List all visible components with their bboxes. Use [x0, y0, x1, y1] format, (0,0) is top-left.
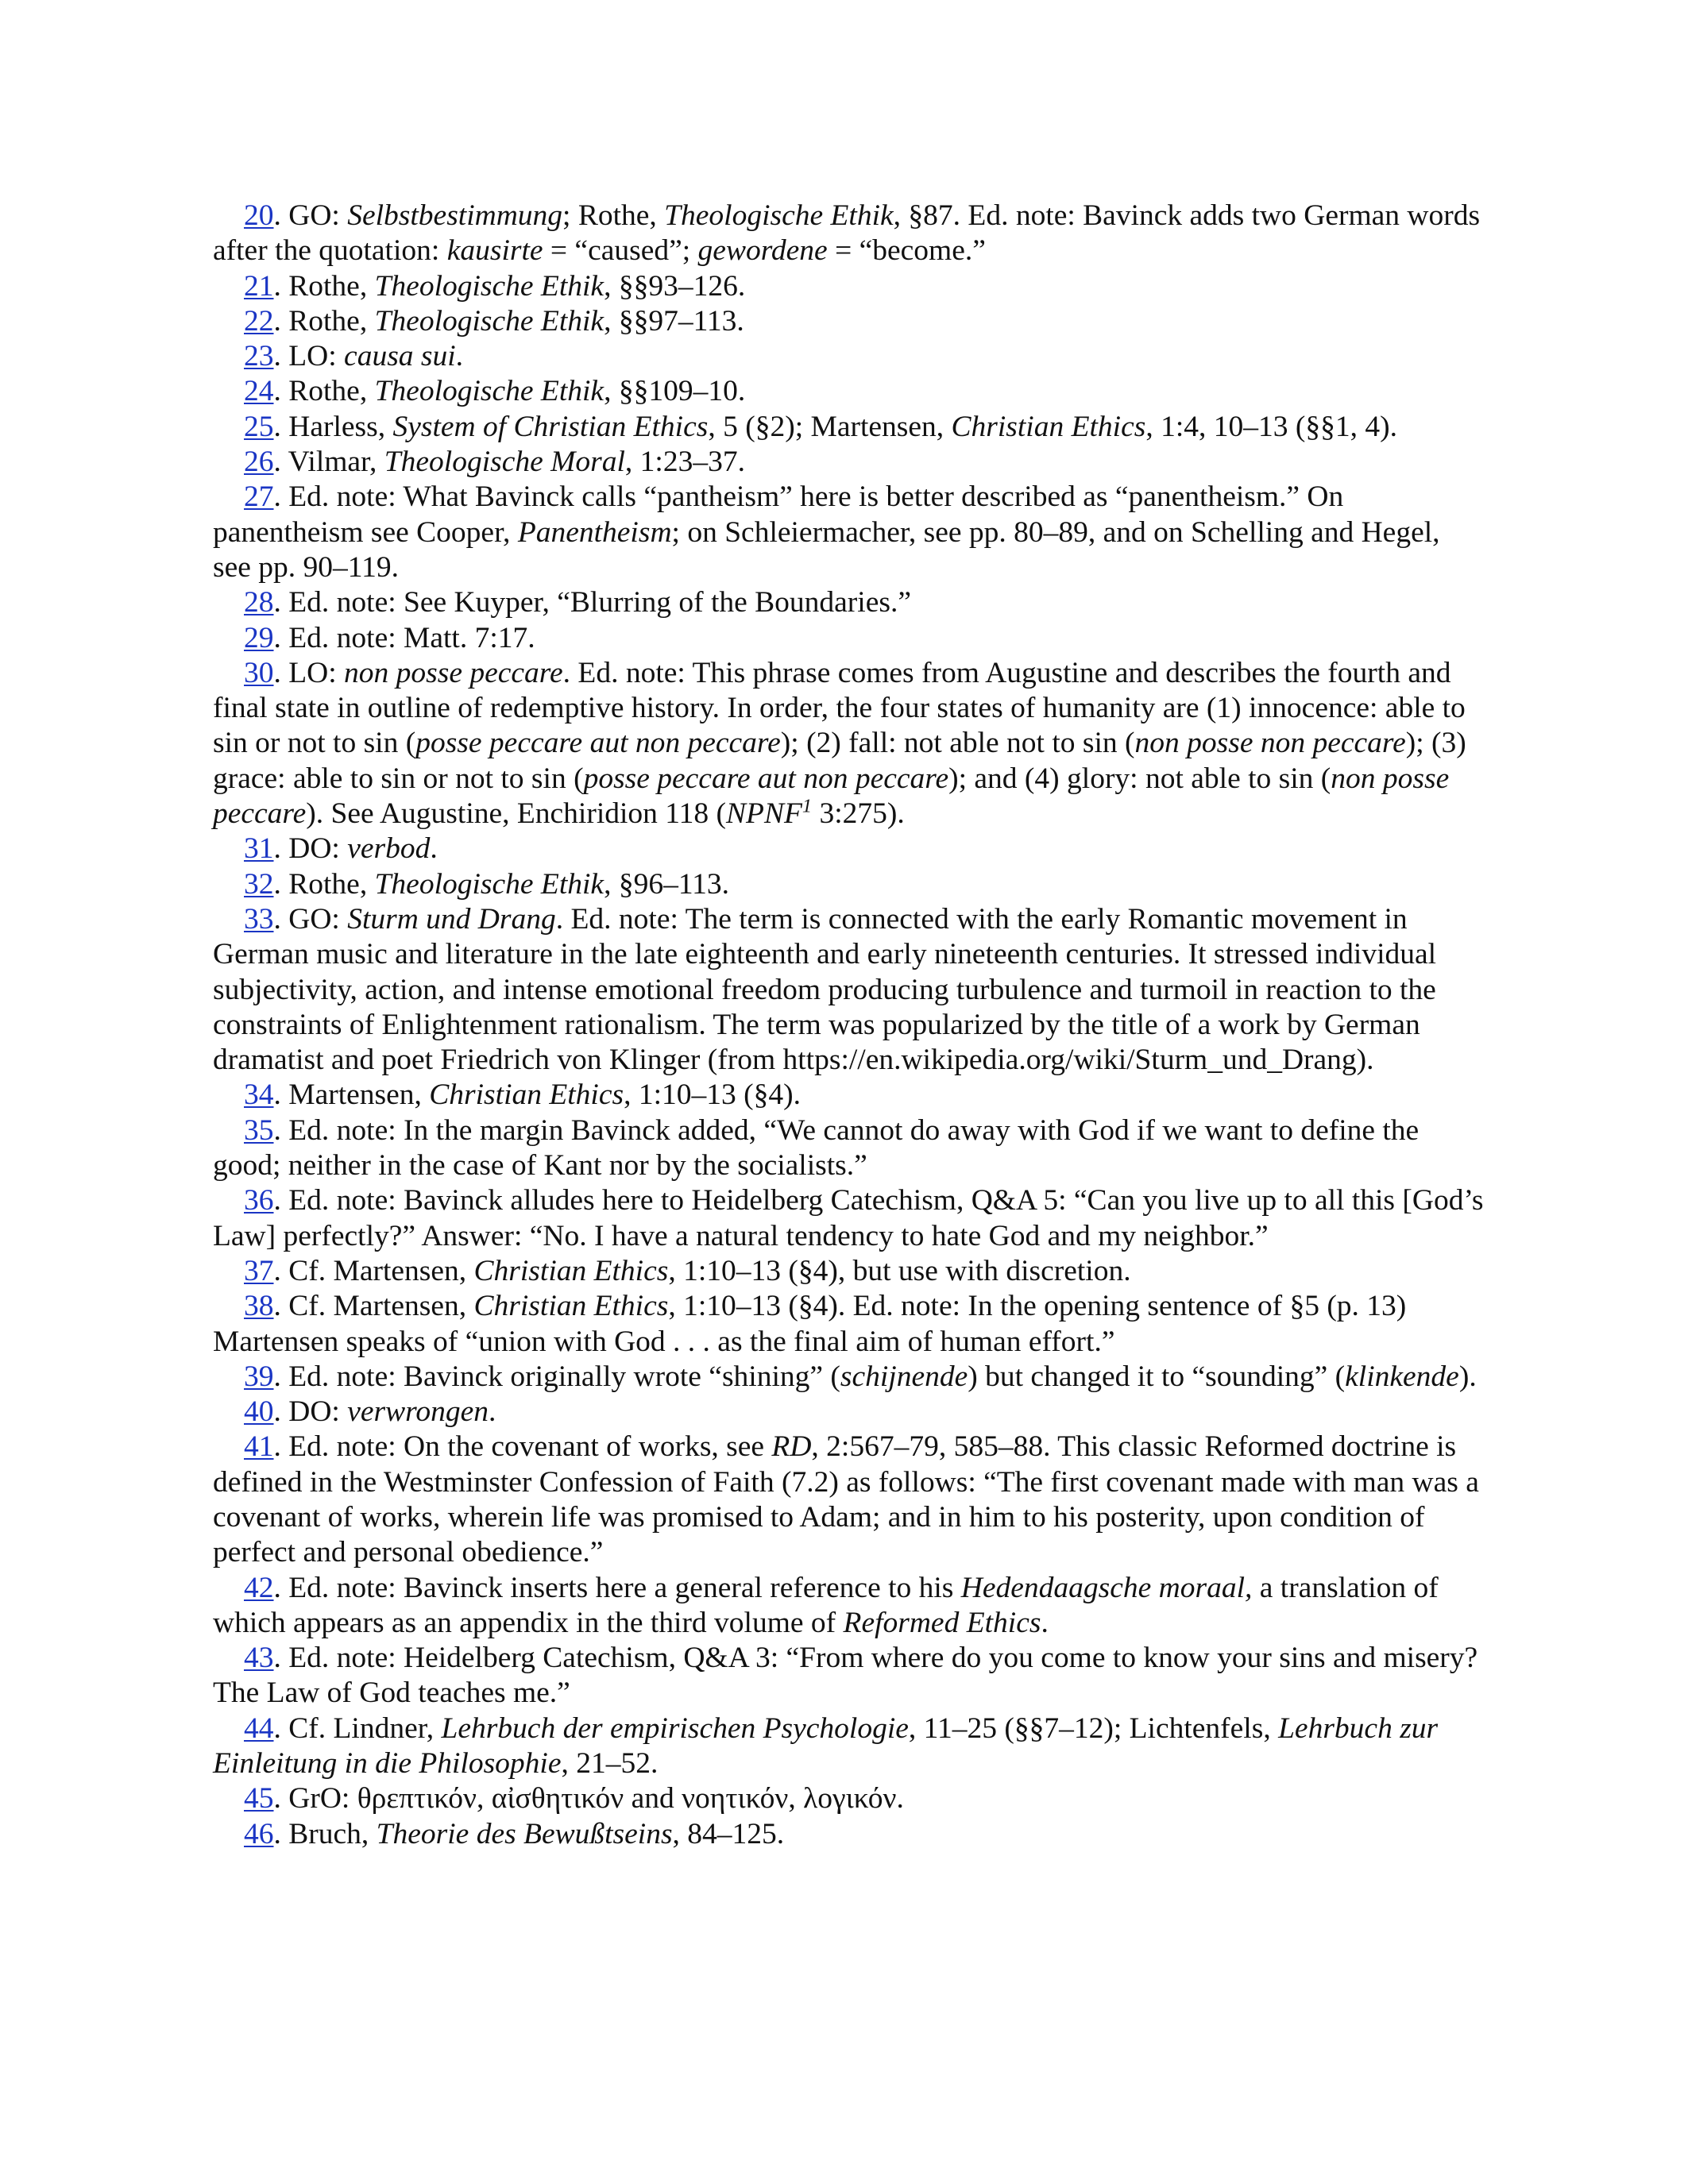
footnote-37-text: , 1:10–13 (§4), but use with discretion. — [668, 1254, 1131, 1287]
footnote-31-backlink[interactable]: 31 — [244, 832, 274, 866]
footnote-30-text: ). See Augustine, Enchiridion 118 ( — [306, 797, 727, 831]
footnote-42-text: . — [1041, 1606, 1049, 1639]
footnote-39-text: klinkende — [1345, 1360, 1459, 1393]
footnote-41-text: RD — [771, 1430, 812, 1464]
footnote-34-text: , 1:10–13 (§4). — [624, 1078, 801, 1112]
footnote-27-text: . Ed. note: What Bavinck calls “pantheism” here is better described as “panentheism.” On panentheism see Cooper, — [213, 480, 1344, 549]
footnote-32-text: . Rothe, — [273, 867, 375, 901]
footnote-44-backlink[interactable]: 44 — [244, 1711, 274, 1745]
footnotes-list — [213, 199, 1484, 1852]
footnote-20-text: . GO: — [273, 199, 348, 232]
footnote-25-text: , 1:4, 10–13 (§§1, 4). — [1145, 410, 1397, 443]
footnote-43-text: . Ed. note: Heidelberg Catechism, Q&A 3: “From where do you come to know your sins and misery? The Law of God teaches me.” — [213, 1642, 1478, 1710]
footnote-33-text: Sturm und Drang — [347, 902, 556, 936]
footnote-27-backlink[interactable]: 27 — [244, 480, 274, 514]
footnote-40 — [213, 1395, 1484, 1430]
footnote-33-backlink[interactable]: 33 — [244, 902, 274, 936]
footnote-22-text: Theologische Ethik — [374, 304, 605, 338]
footnote-39 — [213, 1360, 1484, 1395]
footnote-44 — [213, 1711, 1484, 1782]
footnote-38-backlink[interactable]: 38 — [244, 1290, 274, 1323]
footnote-30-text: non posse non peccare — [1134, 727, 1406, 760]
footnote-37-text: . Cf. Martensen, — [273, 1254, 474, 1287]
footnote-23-text: causa sui — [344, 340, 456, 373]
footnote-25-text: Christian Ethics — [951, 410, 1146, 443]
footnote-39-backlink[interactable]: 39 — [244, 1360, 274, 1393]
footnote-21-text: . Rothe, — [273, 269, 375, 303]
footnote-22-text: . Rothe, — [273, 304, 375, 338]
footnote-30 — [213, 656, 1484, 832]
footnote-39-text: ) but changed it to “sounding” ( — [968, 1360, 1346, 1393]
footnote-39-text: schijnende — [840, 1360, 968, 1393]
footnote-32 — [213, 867, 1484, 902]
footnote-30-text: ); and (4) glory: not able to sin ( — [948, 762, 1331, 795]
footnote-46-text: , 84–125. — [672, 1817, 785, 1850]
footnote-20-text: = “caused”; — [543, 234, 698, 268]
footnote-20-text: Selbstbestimmung — [347, 199, 563, 232]
footnote-40-text: . DO: — [273, 1395, 348, 1429]
footnote-25-text: System of Christian Ethics — [392, 410, 709, 443]
footnote-30-text: non posse peccare — [344, 656, 563, 689]
footnote-27-text: Panentheism — [517, 515, 672, 549]
footnote-28-backlink[interactable]: 28 — [244, 586, 274, 619]
footnote-23 — [213, 339, 1484, 374]
footnote-24-text: Theologische Ethik — [374, 375, 605, 408]
footnote-41-backlink[interactable]: 41 — [244, 1430, 274, 1464]
footnote-33-text: . GO: — [273, 902, 348, 936]
footnote-40-text: . — [488, 1395, 496, 1429]
footnote-20 — [213, 199, 1484, 269]
footnote-43 — [213, 1641, 1484, 1711]
footnote-42-text: . Ed. note: Bavinck inserts here a general reference to his — [273, 1571, 961, 1604]
footnote-24 — [213, 374, 1484, 409]
footnote-25 — [213, 410, 1484, 445]
footnote-30-text: ); (2) fall: not able not to sin ( — [780, 727, 1135, 760]
footnote-21-text: , §§93–126. — [604, 269, 746, 303]
footnote-20-text: kausirte — [446, 234, 543, 268]
footnote-46 — [213, 1817, 1484, 1852]
footnote-28-text: . Ed. note: See Kuyper, “Blurring of the Boundaries.” — [273, 586, 911, 619]
footnote-41 — [213, 1430, 1484, 1570]
footnote-28 — [213, 585, 1484, 620]
footnote-30-text: 1 — [802, 795, 813, 817]
footnote-24-backlink[interactable]: 24 — [244, 375, 274, 408]
footnote-30-text: posse peccare aut non peccare — [583, 762, 949, 795]
footnote-34-text: . Martensen, — [273, 1078, 430, 1112]
footnote-40-text: verwrongen — [347, 1395, 489, 1429]
footnote-24-text: . Rothe, — [273, 375, 375, 408]
footnote-38-text: Christian Ethics — [473, 1290, 669, 1323]
footnote-35 — [213, 1113, 1484, 1184]
footnote-31 — [213, 832, 1484, 866]
footnote-40-backlink[interactable]: 40 — [244, 1395, 274, 1429]
footnote-30-text: NPNF — [726, 797, 802, 831]
footnote-38 — [213, 1289, 1484, 1360]
footnote-31-text: . DO: — [273, 832, 348, 866]
footnote-42-text: a translation of which appears as an appendix in the third volume of — [213, 1571, 1439, 1639]
footnote-29-backlink[interactable]: 29 — [244, 621, 274, 654]
footnote-37-text: Christian Ethics — [473, 1254, 669, 1287]
footnote-26-text: . Vilmar, — [273, 446, 384, 479]
footnote-31-text: verbod — [347, 832, 431, 866]
footnote-27-text: ; on Schleiermacher, see pp. 80–89, and on Schelling and Hegel, see pp. 90–119. — [213, 515, 1440, 584]
footnote-43-backlink[interactable]: 43 — [244, 1642, 274, 1675]
footnote-44-text: Lehrbuch der empirischen Psychologie — [441, 1711, 909, 1745]
footnote-26 — [213, 445, 1484, 480]
footnote-38-text: . Cf. Martensen, — [273, 1290, 474, 1323]
footnote-36 — [213, 1183, 1484, 1254]
footnote-20-text: ; Rothe, — [562, 199, 665, 232]
footnote-31-text: . — [430, 832, 438, 866]
footnote-30-text: 3:275). — [812, 797, 905, 831]
footnote-32-backlink[interactable]: 32 — [244, 867, 274, 901]
footnote-42 — [213, 1571, 1484, 1642]
footnote-34 — [213, 1078, 1484, 1113]
footnote-46-backlink[interactable]: 46 — [244, 1817, 274, 1850]
footnote-30-text: ); (3) grace: able to sin or not to sin ( — [213, 727, 1466, 795]
footnote-21-text: Theologische Ethik — [374, 269, 605, 303]
footnote-39-text: . Ed. note: Bavinck originally wrote “shining” ( — [273, 1360, 840, 1393]
footnote-38-text: , 1:10–13 (§4). Ed. note: In the opening sentence of §5 (p. 13) Martensen speaks of “union with God . . . as the final aim of human effort.” — [213, 1290, 1407, 1358]
footnote-25-text: . Harless, — [273, 410, 393, 443]
footnote-26-text: Theologische Moral — [384, 446, 625, 479]
footnote-23-text: . — [455, 340, 464, 373]
footnote-46-text: . Bruch, — [273, 1817, 377, 1850]
footnote-32-text: , §96–113. — [604, 867, 730, 901]
footnote-34-text: Christian Ethics — [429, 1078, 624, 1112]
footnote-42-text: Reformed Ethics — [843, 1606, 1041, 1639]
footnote-30-text: non posse peccare — [213, 762, 1450, 831]
footnote-24-text: , §§109–10. — [604, 375, 746, 408]
footnote-29-text: . Ed. note: Matt. 7:17. — [273, 621, 535, 654]
footnote-30-text: . Ed. note: This phrase comes from Augustine and describes the fourth and final state in outline of redemptive history. In order, the four states of humanity are (1) innocence: able to sin or not to sin ( — [213, 656, 1466, 760]
footnote-27 — [213, 480, 1484, 585]
footnote-34-backlink[interactable]: 34 — [244, 1078, 274, 1112]
footnote-44-text: , 11–25 (§§7–12); Lichtenfels, — [908, 1711, 1279, 1745]
footnote-41-text: , 2:567–79, 585–88. This classic Reformed doctrine is defined in the Westminster Confession of Faith (7.2) as follows: “The first covenant made with man was a covenant of works, wherein life was promised to Adam; and in him to his posterity, upon condition of perfect and personal obedience.” — [213, 1430, 1479, 1569]
footnote-45-backlink[interactable]: 45 — [244, 1782, 274, 1815]
footnote-23-backlink[interactable]: 23 — [244, 340, 274, 373]
footnote-35-text: . Ed. note: In the margin Bavinck added, “We cannot do away with God if we want to define the good; neither in the case of Kant nor by the socialists.” — [213, 1113, 1420, 1183]
footnote-21 — [213, 269, 1484, 304]
footnote-36-text: . Ed. note: Bavinck alludes here to Heidelberg Catechism, Q&A 5: “Can you live up to all this [God’s Law] perfectly?” Answer: “No. I have a natural tendency to hate God and my neighbor.” — [213, 1184, 1484, 1252]
footnote-35-backlink[interactable]: 35 — [244, 1113, 274, 1147]
footnote-44-text: . Cf. Lindner, — [273, 1711, 442, 1745]
footnote-26-text: , 1:23–37. — [624, 446, 745, 479]
footnote-26-backlink[interactable]: 26 — [244, 446, 274, 479]
footnote-22 — [213, 304, 1484, 339]
footnote-20-text: = “become.” — [827, 234, 986, 268]
footnote-39-text: ). — [1458, 1360, 1477, 1393]
footnote-37 — [213, 1254, 1484, 1289]
footnote-46-text: Theorie des Bewußtseins — [376, 1817, 673, 1850]
footnote-30-backlink[interactable]: 30 — [244, 656, 274, 689]
footnote-20-text: , §87. Ed. note: Bavinck adds two German words after the quotation: — [213, 199, 1481, 268]
footnote-20-text: gewordene — [697, 234, 828, 268]
footnote-22-text: , §§97–113. — [604, 304, 744, 338]
footnote-45 — [213, 1781, 1484, 1816]
footnote-41-text: . Ed. note: On the covenant of works, see — [273, 1430, 772, 1464]
footnote-23-text: . LO: — [273, 340, 345, 373]
footnote-30-text: . LO: — [273, 656, 345, 689]
footnote-42-text: Hedendaagsche moraal, — [960, 1571, 1253, 1604]
footnote-33-text: . Ed. note: The term is connected with the early Romantic movement in German music and literature in the late eighteenth and early nineteenth centuries. It stressed individual subjectivity, action, and intense emotional freedom producing turbulence and turmoil in reaction to the constraints of Enlightenment rationalism. The term was popularized by the title of a work by German dramatist and poet Friedrich von Klinger (from https://en.wikipedia.org/wiki/Sturm_und_Drang). — [213, 902, 1437, 1077]
footnote-22-backlink[interactable]: 22 — [244, 304, 274, 338]
footnote-21-backlink[interactable]: 21 — [244, 269, 274, 303]
footnote-44-text: Lehrbuch zur Einleitung in die Philosophie — [213, 1711, 1439, 1781]
footnote-45-text: . GrO: θρεπτικόν, αἰσθητικόν and νοητικόν, λογικόν. — [273, 1782, 904, 1815]
footnote-30-text: posse peccare aut non peccare — [415, 727, 781, 760]
footnote-20-backlink[interactable]: 20 — [244, 199, 274, 232]
footnote-25-backlink[interactable]: 25 — [244, 410, 274, 443]
footnote-37-backlink[interactable]: 37 — [244, 1254, 274, 1287]
footnote-20-text: Theologische Ethik — [664, 199, 894, 232]
footnote-44-text: , 21–52. — [561, 1747, 659, 1781]
footnote-25-text: , 5 (§2); Martensen, — [708, 410, 952, 443]
footnote-42-backlink[interactable]: 42 — [244, 1571, 274, 1604]
footnote-29 — [213, 621, 1484, 656]
footnote-36-backlink[interactable]: 36 — [244, 1184, 274, 1217]
footnote-33 — [213, 902, 1484, 1078]
footnote-32-text: Theologische Ethik — [374, 867, 605, 901]
